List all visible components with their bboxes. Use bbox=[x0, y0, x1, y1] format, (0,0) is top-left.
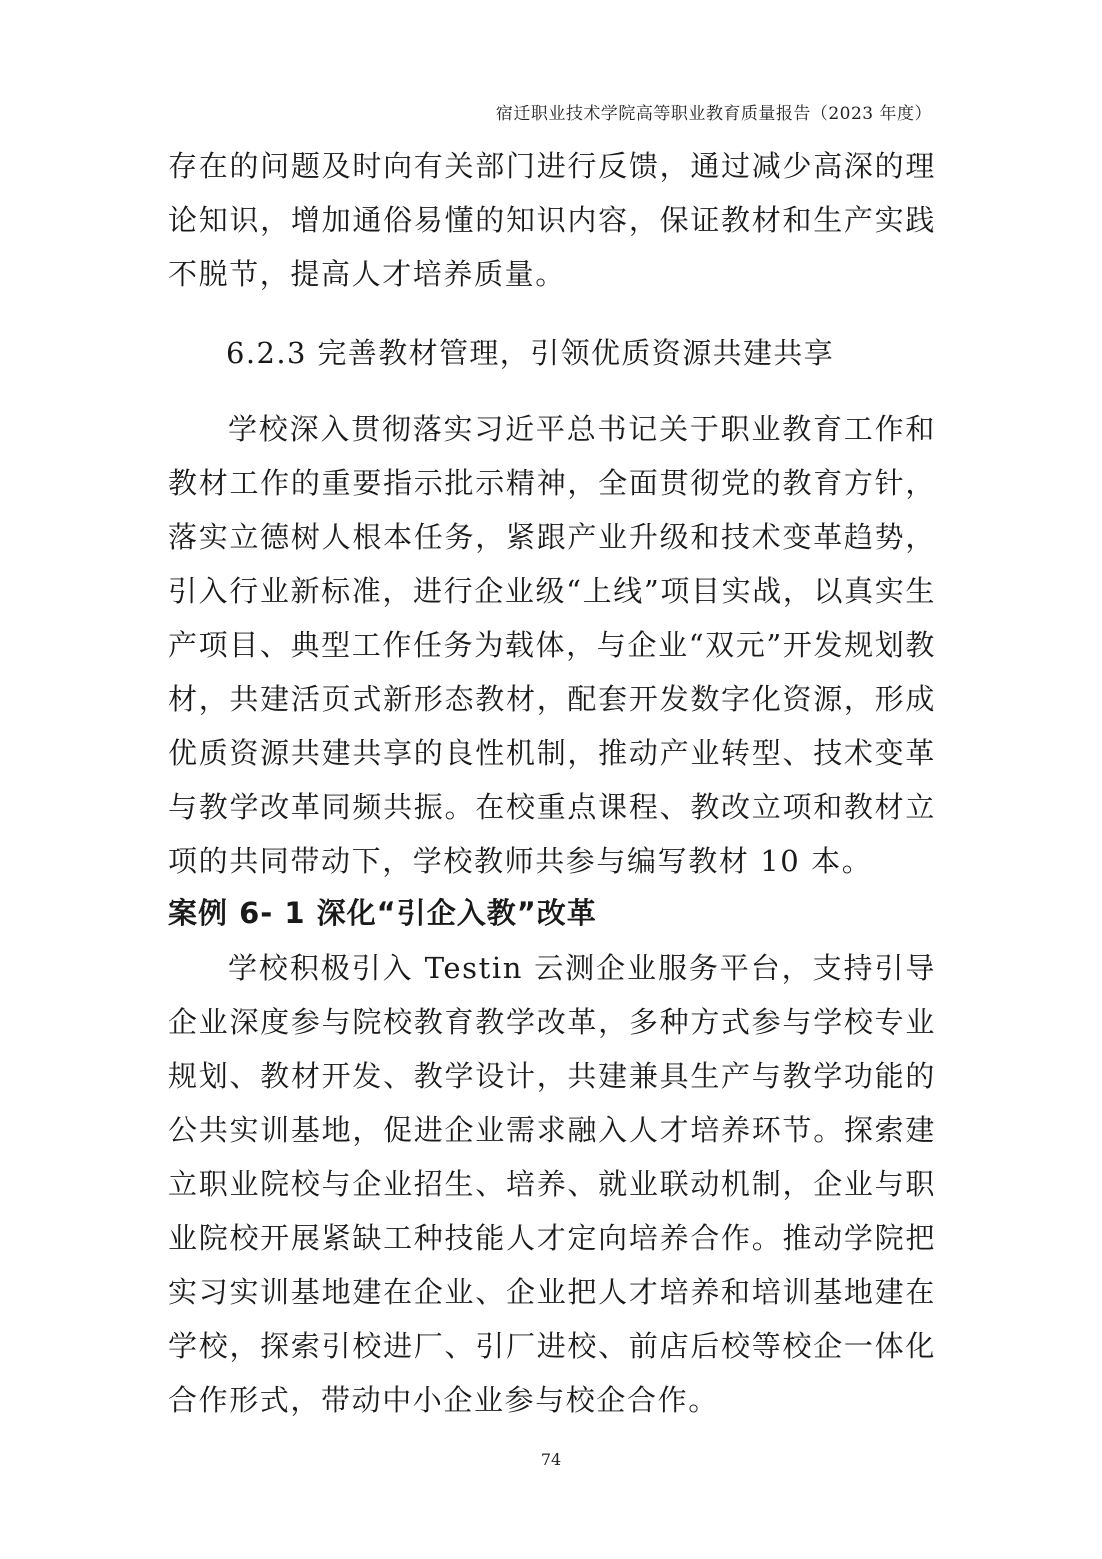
paragraph-continuation: 存在的问题及时向有关部门进行反馈，通过减少高深的理论知识，增加通俗易懂的知识内容，保证教材和生产实践不脱节，提高人才培养质量。 bbox=[168, 149, 936, 291]
paragraph-textbook-management: 学校深入贯彻落实习近平总书记关于职业教育工作和教材工作的重要指示批示精神，全面贯彻党的教育方针，落实立德树人根本任务，紧跟产业升级和技术变革趋势，引入行业新标准，进行企业级“上线”项目实战，以真实生产项目、典型工作任务为载体，与企业“双元”开发规划教材，共建活页式新形态教材，配套开发数字化资源，形成优质资源共建共享的良性机制，推动产业转型、技术变革与教学改革同频共振。在校重点课程、教改立项和教材立项的共同带动下，学校教师共参与编写教材 10 本。 bbox=[168, 412, 936, 878]
page-number: 74 bbox=[540, 1450, 562, 1469]
paragraph-case-description: 学校积极引入 Testin 云测企业服务平台，支持引导企业深度参与院校教育教学改革，多种方式参与学校专业规划、教材开发、教学设计，共建兼具生产与教学功能的公共实训基地，促进企业需求融入人才培养环节。探索建立职业院校与企业招生、培养、就业联动机制，企业与职业院校开展紧缺工种技能人才定向培养合作。推动学院把实习实训基地建在企业、企业把人才培养和培训基地建在学校，探索引校进厂、引厂进校、前店后校等校企一体化合作形式，带动中小企业参与校企合作。 bbox=[168, 951, 936, 1417]
case-title: 案例 6- 1 深化“引企入教”改革 bbox=[168, 896, 597, 930]
running-header: 宿迁职业技术学院高等职业教育质量报告（2023 年度） bbox=[495, 104, 932, 124]
section-heading: 6.2.3 完善教材管理，引领优质资源共建共享 bbox=[226, 336, 835, 370]
